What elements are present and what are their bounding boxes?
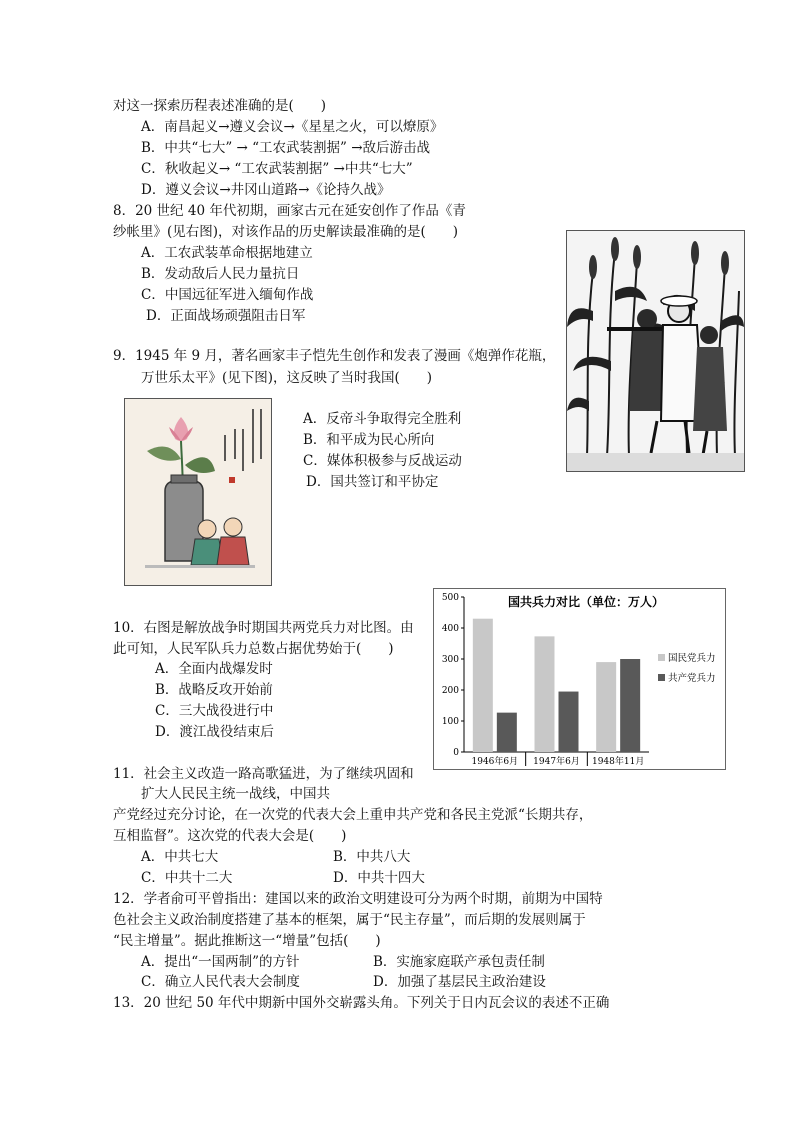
q11-line4: 互相监督”。这次党的代表大会是( ) xyxy=(113,828,347,844)
bar-cpc xyxy=(559,692,579,752)
category-label: 1947年6月 xyxy=(533,757,580,767)
woodcut-soldiers-in-cornfield-icon xyxy=(566,230,745,472)
bar-kmt xyxy=(473,619,493,752)
q8-stem-line1: 8．20 世纪 40 年代初期，画家古元在延安创作了作品《青 xyxy=(113,203,466,219)
q11-line3: 产党经过充分讨论，在一次党的代表大会上重申共产党和各民主党派“长期共存， xyxy=(113,807,593,823)
q9-stem-line1: 9．1945 年 9 月，著名画家丰子恺先生创作和发表了漫画《炮弹作花瓶， xyxy=(113,348,556,364)
q12-line2: 色社会主义政治制度搭建了基本的框架，属于“民主存量”，而后期的发展则属于 xyxy=(113,912,586,928)
q12-line3: “民主增量”。据此推断这一“增量”包括( ) xyxy=(113,933,381,949)
q10-option-d: D．渡江战役结束后 xyxy=(155,724,274,740)
q9-option-a: A．反帝斗争取得完全胜利 xyxy=(303,411,462,427)
q9-option-d: D．国共签订和平协定 xyxy=(306,474,439,490)
q10-option-b: B．战略反攻开始前 xyxy=(155,682,273,698)
y-tick-label: 500 xyxy=(441,593,459,603)
q12-option-d: D．加强了基层民主政治建设 xyxy=(373,974,546,990)
q11-option-a: A．中共七大 xyxy=(141,849,219,865)
q11-option-b: B．中共八大 xyxy=(333,849,411,865)
q8-option-a: A．工农武装革命根据地建立 xyxy=(141,245,313,261)
q11-line1: 11．社会主义改造一路高歌猛进，为了继续巩固和 xyxy=(113,766,414,782)
category-label: 1946年6月 xyxy=(471,757,519,767)
q10-stem-line2: 此可知，人民军队兵力总数占据优势始于( ) xyxy=(113,641,394,657)
q9-stem-line2: 万世乐太平》(见下图)，这反映了当时我国( ) xyxy=(141,370,433,386)
category-label: 1948年11月 xyxy=(591,757,645,767)
legend-label: 国民党兵力 xyxy=(668,653,716,664)
q8-option-d: D．正面战场顽强阻击日军 xyxy=(146,308,306,324)
q7-stem: 对这一探索历程表述准确的是( ) xyxy=(113,98,327,114)
bar-kmt xyxy=(535,636,555,752)
bar-cpc xyxy=(620,659,640,752)
shell-vase-with-lotus-icon xyxy=(124,398,272,586)
chart-svg xyxy=(434,589,725,769)
q10-stem-line1: 10．右图是解放战争时期国共两党兵力对比图。由 xyxy=(113,620,414,636)
q10-option-c: C．三大战役进行中 xyxy=(155,703,274,719)
q9-option-c: C．媒体积极参与反战运动 xyxy=(303,453,462,469)
q11-option-d: D．中共十四大 xyxy=(333,870,425,886)
y-tick-label: 100 xyxy=(441,717,459,727)
y-tick-label: 200 xyxy=(441,686,459,696)
q9-option-b: B．和平成为民心所向 xyxy=(303,432,435,448)
y-tick-label: 300 xyxy=(441,655,459,665)
chart-title: 国共兵力对比（单位：万人） xyxy=(507,595,665,609)
q12-option-a: A．提出“一国两制”的方针 xyxy=(141,954,300,970)
q7-option-b: B．中共“七大” → “工农武装割据” →敌后游击战 xyxy=(141,140,431,156)
q11-option-c: C．中共十二大 xyxy=(141,870,233,886)
q7-option-a: A．南昌起义→遵义会议→《星星之火，可以燎原》 xyxy=(141,119,444,135)
legend-label: 共产党兵力 xyxy=(668,673,716,684)
q7-option-d: D．遵义会议→井冈山道路→《论持久战》 xyxy=(141,182,391,198)
q8-option-c: C．中国远征军进入缅甸作战 xyxy=(141,287,314,303)
q10-option-a: A．全面内战爆发时 xyxy=(155,661,273,677)
y-tick-label: 0 xyxy=(453,748,459,758)
y-tick-label: 400 xyxy=(441,624,459,634)
q12-option-c: C．确立人民代表大会制度 xyxy=(141,974,300,990)
force-comparison-chart xyxy=(433,588,726,770)
q12-option-b: B．实施家庭联产承包责任制 xyxy=(373,954,545,970)
q12-line1: 12．学者俞可平曾指出：建国以来的政治文明建设可分为两个时期，前期为中国特 xyxy=(113,891,603,907)
q13-line1: 13．20 世纪 50 年代中期新中国外交崭露头角。下列关于日内瓦会议的表述不正确 xyxy=(113,995,610,1011)
bar-kmt xyxy=(596,662,616,752)
q7-option-c: C．秋收起义→ “工农武装割据” →中共“七大” xyxy=(141,161,413,177)
q8-option-b: B．发动敌后人民力量抗日 xyxy=(141,266,300,282)
q11-line2: 扩大人民民主统一战线，中国共 xyxy=(141,786,330,802)
q8-stem-line2: 纱帐里》(见右图)，对该作品的历史解读最准确的是( ) xyxy=(113,224,459,240)
bar-cpc xyxy=(497,713,517,752)
legend-swatch xyxy=(658,674,665,681)
legend-swatch xyxy=(658,654,665,661)
